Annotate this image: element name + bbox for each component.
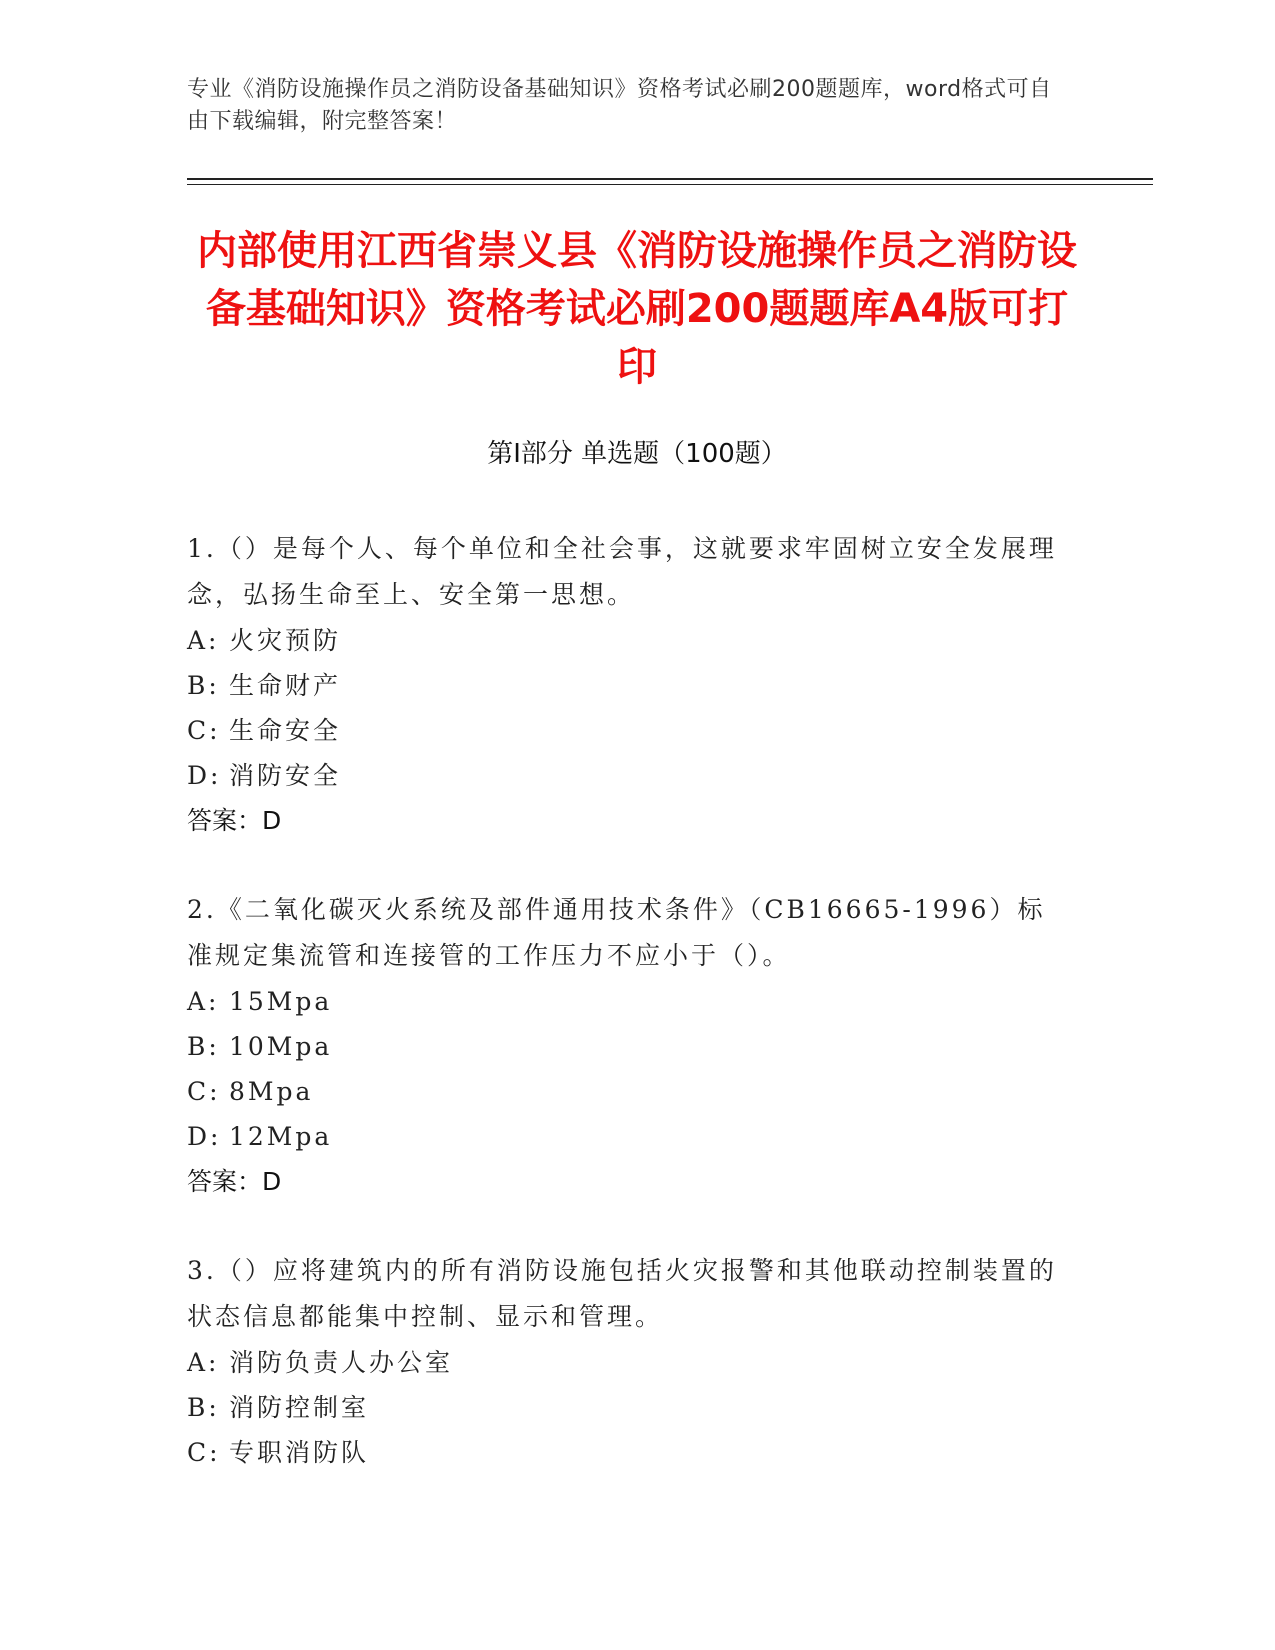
option-text: 消防负责人办公室 (229, 1348, 454, 1377)
answer-line (187, 1159, 1067, 1205)
option-d (187, 1114, 1067, 1159)
question-1 (187, 526, 1067, 844)
option-a (187, 1340, 1067, 1385)
option-letter: C: (187, 716, 221, 745)
option-letter: B: (187, 1393, 220, 1422)
option-letter: C: (187, 1077, 221, 1106)
option-letter: A: (187, 1348, 220, 1377)
answer-label: 答案： (187, 806, 263, 835)
document-title: 内部使用江西省崇义县《消防设施操作员之消防设备基础知识》资格考试必刷200题题库A4版可打印 (197, 228, 1077, 390)
question-2 (187, 887, 1067, 1205)
option-letter: D: (187, 761, 222, 790)
answer-label: 答案： (187, 1167, 263, 1196)
section-heading: 第I部分 单选题（100题） (487, 439, 787, 469)
option-text: 8Mpa (229, 1077, 314, 1106)
option-letter: A: (187, 987, 220, 1016)
question-stem: 3.（）应将建筑内的所有消防设施包括火灾报警和其他联动控制装置的状态信息都能集中控制、显示和管理。 (187, 1256, 1057, 1331)
option-text: 火灾预防 (229, 626, 342, 655)
option-letter: C: (187, 1438, 221, 1467)
option-d (187, 753, 1067, 798)
option-text: 消防控制室 (229, 1393, 370, 1422)
option-b (187, 1385, 1067, 1430)
answer-value: D (262, 1167, 282, 1196)
option-letter: D: (187, 1122, 222, 1151)
answer-line (187, 798, 1067, 844)
option-c (187, 708, 1067, 753)
question-3 (187, 1248, 1067, 1475)
option-text: 生命财产 (229, 671, 342, 700)
question-stem: 1.（）是每个人、每个单位和全社会事，这就要求牢固树立安全发展理念，弘扬生命至上、安全第一思想。 (187, 534, 1057, 609)
option-letter: B: (187, 1032, 220, 1061)
option-letter: A: (187, 626, 220, 655)
option-b (187, 1024, 1067, 1069)
option-c (187, 1069, 1067, 1114)
option-text: 10Mpa (229, 1032, 333, 1061)
option-a (187, 618, 1067, 663)
answer-value: D (262, 806, 282, 835)
question-stem: 2.《二氧化碳灭火系统及部件通用技术条件》（CB16665-1996）标准规定集流管和连接管的工作压力不应小于（）。 (187, 895, 1046, 970)
option-text: 专职消防队 (229, 1438, 370, 1467)
option-text: 15Mpa (229, 987, 333, 1016)
option-c (187, 1430, 1067, 1475)
header-note: 专业《消防设施操作员之消防设备基础知识》资格考试必刷200题题库，word格式可自由下载编辑，附完整答案！ (187, 77, 1052, 134)
option-text: 12Mpa (229, 1122, 333, 1151)
header-divider-thin (187, 184, 1153, 185)
header-divider-thick (187, 178, 1153, 180)
option-b (187, 663, 1067, 708)
option-letter: B: (187, 671, 220, 700)
option-a (187, 979, 1067, 1024)
option-text: 生命安全 (229, 716, 342, 745)
option-text: 消防安全 (229, 761, 342, 790)
